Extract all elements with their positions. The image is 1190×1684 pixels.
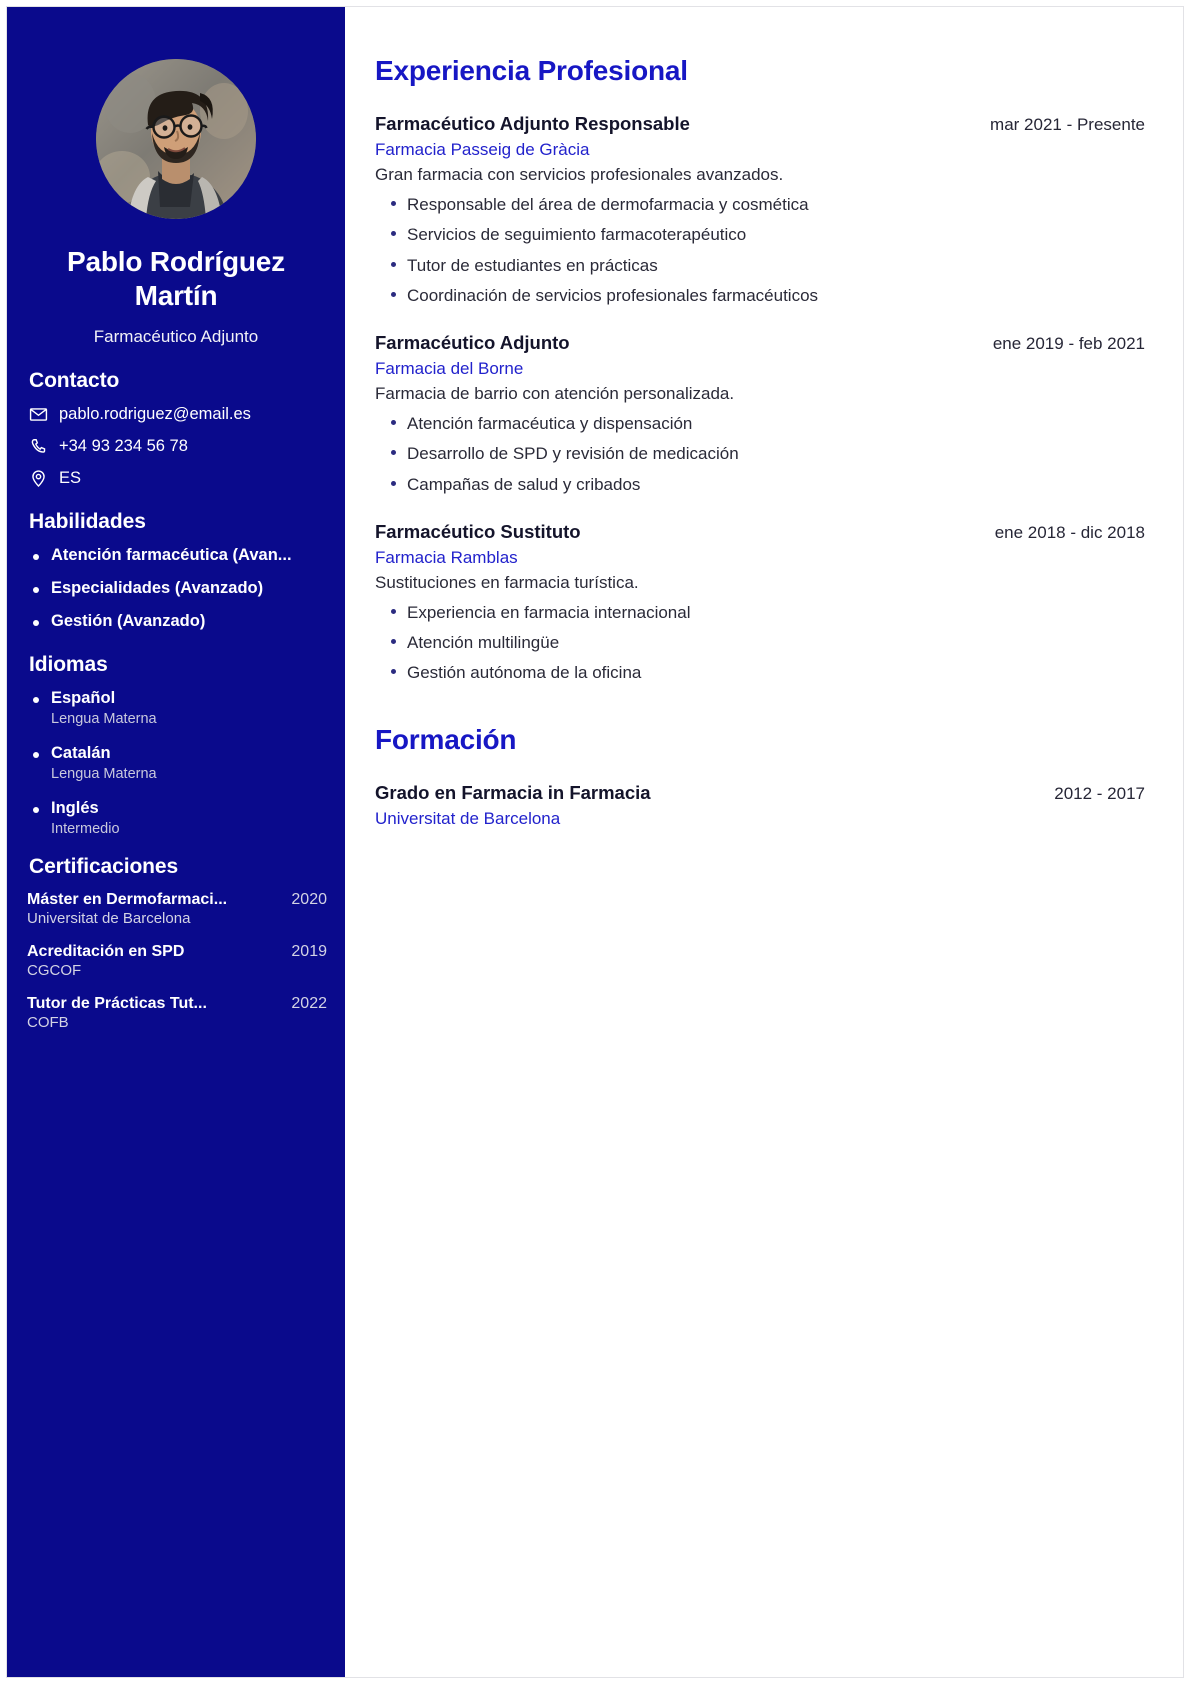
- skill-item: Gestión (Avanzado): [31, 612, 327, 631]
- education-entry-header: [375, 782, 1145, 804]
- experience-role: Farmacéutico Adjunto Responsable: [375, 113, 690, 134]
- certifications-heading: Certificaciones: [29, 855, 179, 879]
- certification-name: Acreditación en SPD: [27, 943, 185, 961]
- experience-bullet: Servicios de seguimiento farmacoterapéutico: [389, 224, 1145, 245]
- profile-title: Farmacéutico Adjunto: [93, 327, 259, 347]
- experience-section-title: Experiencia Profesional: [375, 55, 688, 86]
- languages-heading: Idiomas: [29, 653, 108, 677]
- cv-main-content: [345, 7, 1183, 1677]
- language-name: Inglés: [51, 799, 99, 818]
- education-institution: Universitat de Barcelona: [375, 808, 561, 828]
- certification-org: CGCOF: [27, 962, 82, 980]
- cv-sidebar: [7, 7, 345, 1677]
- contact-heading: Contacto: [29, 369, 120, 393]
- certification-item: [27, 943, 327, 979]
- certification-year: 2022: [291, 995, 327, 1013]
- avatar-container: [25, 7, 327, 219]
- skill-item: Especialidades (Avanzado): [31, 579, 327, 598]
- language-name: Español: [51, 689, 116, 708]
- experience-bullet: Atención multilingüe: [389, 632, 1145, 653]
- experience-bullet: Coordinación de servicios profesionales farmacéuticos: [389, 285, 1145, 306]
- certification-header: [27, 943, 327, 961]
- experience-bullet: Experiencia en farmacia internacional: [389, 602, 1145, 623]
- certification-header: [27, 891, 327, 909]
- experience-entry: [375, 113, 1145, 306]
- experience-description: Farmacia de barrio con atención personalizada.: [375, 384, 735, 403]
- experience-bullet: Responsable del área de dermofarmacia y cosmética: [389, 194, 1145, 215]
- experience-description: Sustituciones en farmacia turística.: [375, 572, 639, 592]
- experience-entry: [375, 332, 1145, 495]
- language-level: Lengua Materna: [51, 711, 157, 728]
- experience-bullet: Desarrollo de SPD y revisión de medicación: [389, 443, 1145, 464]
- experience-organization: Farmacia Ramblas: [375, 547, 518, 567]
- contact-location-value: ES: [59, 469, 82, 488]
- contact-email-value: pablo.rodriguez@email.es: [59, 405, 251, 424]
- profile-photo-icon: [96, 59, 256, 219]
- languages-list: [25, 689, 327, 837]
- certifications-list: [25, 891, 327, 1031]
- experience-bullet: Gestión autónoma de la oficina: [389, 662, 1145, 683]
- skills-heading: Habilidades: [29, 510, 146, 534]
- contact-item-email[interactable]: [29, 405, 327, 424]
- certification-item: [27, 995, 327, 1031]
- experience-dates: mar 2021 - Presente: [990, 115, 1145, 134]
- language-level: Lengua Materna: [51, 766, 157, 783]
- contact-phone-value: +34 93 234 56 78: [59, 437, 188, 456]
- language-level: Intermedio: [51, 821, 120, 838]
- certification-item: [27, 891, 327, 927]
- education-degree: Grado en Farmacia in Farmacia: [375, 781, 651, 803]
- experience-entry-header: [375, 521, 1145, 543]
- skills-list: [25, 546, 327, 631]
- experience-bullet-list: [375, 194, 1145, 306]
- certification-year: 2020: [291, 891, 327, 909]
- experience-dates: ene 2018 - dic 2018: [994, 522, 1145, 542]
- experience-organization: Farmacia Passeig de Gràcia: [375, 140, 590, 159]
- language-item: [31, 744, 327, 782]
- language-item: [31, 689, 327, 727]
- experience-dates: ene 2019 - feb 2021: [992, 334, 1145, 353]
- certification-org: Universitat de Barcelona: [27, 910, 191, 928]
- education-dates: 2012 - 2017: [1054, 783, 1145, 803]
- phone-icon: [29, 437, 48, 456]
- contact-item-phone[interactable]: [29, 437, 327, 456]
- certification-org: COFB: [27, 1014, 69, 1032]
- experience-bullet: Atención farmacéutica y dispensación: [389, 413, 1145, 434]
- certification-name: Tutor de Prácticas Tut...: [27, 995, 207, 1013]
- experience-bullet-list: [375, 413, 1145, 495]
- experience-description: Gran farmacia con servicios profesionales avanzados.: [375, 165, 784, 184]
- contact-list: [25, 405, 327, 488]
- contact-item-location[interactable]: [29, 469, 327, 488]
- certification-year: 2019: [291, 943, 327, 961]
- experience-bullet: Tutor de estudiantes en prácticas: [389, 255, 1145, 276]
- cv-paper: [6, 6, 1184, 1678]
- language-name: Catalán: [51, 744, 111, 763]
- experience-role: Farmacéutico Adjunto: [375, 332, 570, 353]
- avatar: [96, 59, 256, 219]
- profile-name: Pablo Rodríguez Martín: [67, 246, 285, 312]
- education-section-title: Formación: [375, 723, 517, 755]
- skill-item: Atención farmacéutica (Avan...: [31, 546, 327, 565]
- envelope-icon: [29, 405, 48, 424]
- experience-entry: [375, 521, 1145, 684]
- experience-entry-header: [375, 332, 1145, 354]
- education-entry: [375, 782, 1145, 829]
- certification-name: Máster en Dermofarmaci...: [27, 891, 228, 909]
- experience-bullet-list: [375, 602, 1145, 684]
- experience-entry-header: [375, 113, 1145, 135]
- experience-bullet: Campañas de salud y cribados: [389, 474, 1145, 495]
- certification-header: [27, 995, 327, 1013]
- language-item: [31, 799, 327, 837]
- experience-organization: Farmacia del Borne: [375, 359, 524, 378]
- location-pin-icon: [29, 469, 48, 488]
- experience-role: Farmacéutico Sustituto: [375, 520, 581, 542]
